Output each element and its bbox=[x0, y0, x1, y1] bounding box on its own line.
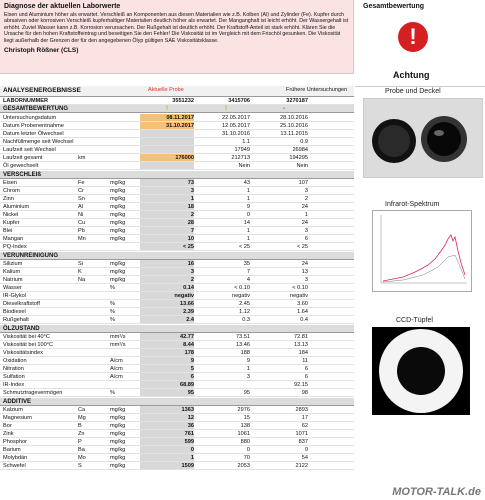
previous-value-2: Nein bbox=[296, 163, 308, 169]
current-value: 2 bbox=[140, 276, 194, 283]
table-row bbox=[0, 365, 354, 373]
current-value: 9 bbox=[140, 357, 194, 364]
table-row bbox=[0, 438, 354, 446]
ccd-spot-image bbox=[372, 327, 470, 415]
current-value: 42.77 bbox=[140, 333, 194, 340]
previous-value-1: 1061 bbox=[237, 431, 250, 437]
current-value: 3 bbox=[140, 187, 194, 194]
current-value: 1 bbox=[140, 454, 194, 461]
previous-value-2: 3.60 bbox=[297, 301, 308, 307]
table-row bbox=[0, 235, 354, 243]
previous-value-2: 0.4 bbox=[300, 317, 308, 323]
previous-value-1: 1 bbox=[246, 188, 250, 194]
previous-value-1: 13.46 bbox=[236, 342, 250, 348]
previous-value-1: 0 bbox=[246, 447, 250, 453]
row-label: Zinn bbox=[3, 196, 14, 202]
row-label: Chrom bbox=[3, 188, 20, 194]
row-symbol: Mn bbox=[78, 236, 86, 242]
previous-value-1: 138 bbox=[240, 423, 250, 429]
row-symbol: Mg bbox=[78, 415, 86, 421]
row-label: Laufzeit gesamt bbox=[3, 155, 43, 161]
row-symbol: Na bbox=[78, 277, 86, 283]
row-unit: mg/kg bbox=[110, 220, 126, 226]
row-label: Viskosität bei 40°C bbox=[3, 334, 50, 340]
previous-value-1: negativ bbox=[231, 293, 250, 299]
section-header: ADDITIVE bbox=[0, 398, 354, 406]
current-value: 2.39 bbox=[140, 308, 194, 315]
previous-value-2: 2122 bbox=[295, 463, 308, 469]
labnr-previous-1: 3415706 bbox=[228, 98, 250, 104]
row-unit: mg/kg bbox=[110, 204, 126, 210]
previous-value-1: 95 bbox=[243, 390, 250, 396]
table-row bbox=[0, 422, 354, 430]
row-label: Laufzeit seit Wechsel bbox=[3, 147, 56, 153]
table-row bbox=[0, 227, 354, 235]
current-value: 6 bbox=[140, 373, 194, 380]
previous-value-1: 43 bbox=[243, 180, 250, 186]
table-row bbox=[0, 260, 354, 268]
labnr-label: LABORNUMMER bbox=[3, 98, 49, 104]
row-symbol: km bbox=[78, 155, 86, 161]
table-row bbox=[0, 430, 354, 438]
current-value: 5 bbox=[140, 365, 194, 372]
table-row bbox=[0, 268, 354, 276]
previous-value-2: 3 bbox=[304, 277, 308, 283]
row-label: Schmutztragevermögen bbox=[3, 390, 63, 396]
current-value: 31.10.2017 bbox=[140, 122, 194, 129]
current-value: 7 bbox=[140, 227, 194, 234]
row-symbol: Pb bbox=[78, 228, 85, 234]
previous-value-2: < 0.10 bbox=[292, 285, 308, 291]
previous-value-2: 13.13 bbox=[294, 342, 308, 348]
row-unit: mm²/s bbox=[110, 342, 126, 348]
current-value: 28 bbox=[140, 219, 194, 226]
row-label: Viskositätsindex bbox=[3, 350, 44, 356]
row-unit: % bbox=[110, 301, 115, 307]
previous-value-2: 24 bbox=[301, 204, 308, 210]
diagnosis-title: Diagnose der aktuellen Laborwerte bbox=[4, 3, 121, 10]
current-value bbox=[140, 146, 194, 153]
row-label: Rußgehalt bbox=[3, 317, 29, 323]
ccd-caption: CCD-Tüpfel bbox=[396, 317, 433, 324]
table-row bbox=[0, 454, 354, 462]
previous-value-2: 24 bbox=[301, 220, 308, 226]
previous-value-1: 212713 bbox=[231, 155, 250, 161]
row-unit: mg/kg bbox=[110, 439, 126, 445]
row-label: Molybdän bbox=[3, 455, 28, 461]
diagnosis-signature: Christoph Rößner (CLS) bbox=[4, 47, 79, 55]
previous-value-2: 6 bbox=[304, 236, 308, 242]
current-value: 13.66 bbox=[140, 300, 194, 307]
current-value: 3 bbox=[140, 268, 194, 275]
row-unit: mg/kg bbox=[110, 188, 126, 194]
table-row bbox=[0, 211, 354, 219]
table-row bbox=[0, 219, 354, 227]
row-unit: mg/kg bbox=[110, 407, 126, 413]
row-label: Barium bbox=[3, 447, 21, 453]
row-label: Eisen bbox=[3, 180, 17, 186]
previous-value-1: 1 bbox=[246, 228, 250, 234]
row-symbol: K bbox=[78, 269, 82, 275]
previous-value-2: 3 bbox=[304, 228, 308, 234]
row-unit: % bbox=[110, 285, 115, 291]
current-value: 73 bbox=[140, 179, 194, 186]
current-value: 95 bbox=[140, 389, 194, 396]
row-unit: A/cm bbox=[110, 366, 123, 372]
table-row bbox=[0, 446, 354, 454]
row-unit: mg/kg bbox=[110, 236, 126, 242]
row-symbol: Si bbox=[78, 261, 83, 267]
spectrum-caption: Infrarot-Spektrum bbox=[385, 201, 440, 208]
row-symbol: Cr bbox=[78, 188, 84, 194]
row-label: Nitration bbox=[3, 366, 24, 372]
gesamtbewertung-title: Gesamtbewertung bbox=[363, 3, 425, 10]
row-label: Blei bbox=[3, 228, 13, 234]
row-symbol: Al bbox=[78, 204, 83, 210]
row-label: Sulfation bbox=[3, 374, 25, 380]
previous-value-2: 72.81 bbox=[294, 334, 308, 340]
row-unit: mg/kg bbox=[110, 228, 126, 234]
row-label: Wasser bbox=[3, 285, 22, 291]
previous-value-1: 1.12 bbox=[239, 309, 250, 315]
row-label: Schwefel bbox=[3, 463, 26, 469]
table-row bbox=[0, 406, 354, 414]
labnr-previous-2: 3270187 bbox=[286, 98, 308, 104]
row-unit: mg/kg bbox=[110, 447, 126, 453]
ir-spectrum bbox=[372, 210, 472, 292]
row-unit: mg/kg bbox=[110, 212, 126, 218]
diagnosis-text: Eisen und Aluminium höher als erwartet. Verschleiß an Komponenten aus diesen Materialien wie z.B. Kolben (Al) und Zylinder (Fe). Kupfer durch abrasiven oder korrosiven Verschleiß kupferhaltiger Materialien deutlich höher als erwartet. Der Manganghalt ist leicht erhöht. Der Wassergehalt ist erhöht. Zuviel Wasser kann z.B. Korrosion verursachen. Der Rußgehalt ist deutlich erhöht. Der Kraftstoff-Anteil ist stark erhöht. Klären Sie die Ursache für den hohen Kraftstoffeintrag und beseitigen Sie den Fehler! Die Viskosität ist im Vergleich mit dem Frischöl gesunken. Die Viskosität liegt außerhalb der Grenzen der für den angegebenen Ölyp gültigen SAE Viskositätsklasse. bbox=[4, 12, 349, 44]
previous-value-2: 194295 bbox=[289, 155, 308, 161]
table-row bbox=[0, 341, 354, 349]
previous-value-2: 1.64 bbox=[297, 309, 308, 315]
row-label: Kupfer bbox=[3, 220, 20, 226]
previous-value-2: 107 bbox=[298, 180, 308, 186]
table-row bbox=[0, 284, 354, 292]
previous-value-2: 0.9 bbox=[300, 139, 308, 145]
row-unit: mg/kg bbox=[110, 423, 126, 429]
row-label: Aluminium bbox=[3, 204, 30, 210]
previous-value-2: 26984 bbox=[292, 147, 308, 153]
row-label: Natrium bbox=[3, 277, 23, 283]
previous-value-2: 28.10.2016 bbox=[280, 115, 308, 121]
row-symbol: Cu bbox=[78, 220, 86, 226]
row-label: Viskosität bei 100°C bbox=[3, 342, 54, 348]
previous-value-1: Nein bbox=[238, 163, 250, 169]
previous-value-1: 2.45 bbox=[239, 301, 250, 307]
current-value: 08.11.2017 bbox=[140, 114, 194, 121]
row-unit: mg/kg bbox=[110, 455, 126, 461]
previous-value-1: 12.05.2017 bbox=[222, 123, 250, 129]
previous-value-1: 4 bbox=[246, 277, 250, 283]
row-unit: % bbox=[110, 390, 115, 396]
previous-value-1: 1.1 bbox=[242, 139, 250, 145]
row-symbol: P bbox=[78, 439, 82, 445]
previous-value-1: 15 bbox=[243, 415, 250, 421]
current-value: 12 bbox=[140, 414, 194, 421]
current-value bbox=[140, 130, 194, 137]
previous-value-2: 6 bbox=[304, 366, 308, 372]
table-row bbox=[0, 122, 354, 130]
row-label: Datum Probenentnahme bbox=[3, 123, 64, 129]
current-value: 761 bbox=[140, 430, 194, 437]
previous-value-1: 9 bbox=[246, 358, 250, 364]
row-unit: mg/kg bbox=[110, 431, 126, 437]
current-value: 2 bbox=[140, 211, 194, 218]
row-label: Silizium bbox=[3, 261, 23, 267]
table-row bbox=[0, 114, 354, 122]
previous-value-2: < 25 bbox=[296, 244, 308, 250]
previous-value-1: < 25 bbox=[238, 244, 250, 250]
diagnosis-box bbox=[0, 0, 354, 74]
previous-value-1: 17949 bbox=[234, 147, 250, 153]
row-symbol: Sn bbox=[78, 196, 85, 202]
previous-value-2: 24 bbox=[301, 261, 308, 267]
table-row bbox=[0, 381, 354, 389]
section-header: ÖLZUSTAND bbox=[0, 325, 354, 333]
current-value: < 25 bbox=[140, 243, 194, 250]
row-label: Mangan bbox=[3, 236, 24, 242]
row-unit: mm²/s bbox=[110, 334, 126, 340]
row-label: Dieselkraftstoff bbox=[3, 301, 40, 307]
current-value: 0 bbox=[140, 446, 194, 453]
row-unit: mg/kg bbox=[110, 463, 126, 469]
row-symbol: Mo bbox=[78, 455, 86, 461]
table-row bbox=[0, 316, 354, 324]
previous-value-2: 0 bbox=[304, 447, 308, 453]
row-label: Nachfüllmenge seit Wechsel bbox=[3, 139, 74, 145]
table-row bbox=[0, 154, 354, 162]
gesamt-mark: - bbox=[283, 106, 285, 112]
previous-value-1: 73.51 bbox=[236, 334, 250, 340]
previous-value-2: 3 bbox=[304, 188, 308, 194]
previous-value-2: 2 bbox=[304, 196, 308, 202]
previous-value-2: 6 bbox=[304, 374, 308, 380]
analysis-title: ANALYSENERGEBNISSE bbox=[3, 87, 81, 94]
analysis-header bbox=[0, 86, 354, 97]
previous-value-1: 2976 bbox=[237, 407, 250, 413]
row-symbol: B bbox=[78, 423, 82, 429]
table-row bbox=[0, 357, 354, 365]
row-label: Bor bbox=[3, 423, 12, 429]
previous-value-1: 9 bbox=[246, 204, 250, 210]
row-label: Magnesium bbox=[3, 415, 32, 421]
previous-value-1: 3 bbox=[246, 374, 250, 380]
current-value: 0.14 bbox=[140, 284, 194, 291]
table-row bbox=[0, 179, 354, 187]
previous-value-1: 1 bbox=[246, 196, 250, 202]
photo-caption: Probe und Deckel bbox=[385, 88, 441, 95]
previous-value-2: 13 bbox=[301, 269, 308, 275]
table-row bbox=[0, 333, 354, 341]
previous-value-1: 0 bbox=[246, 212, 250, 218]
previous-value-2: 13.11.2015 bbox=[280, 131, 308, 137]
previous-value-2: 25.10.2016 bbox=[280, 123, 308, 129]
row-label: Datum letzter Ölwechsel bbox=[3, 131, 64, 137]
previous-value-1: 22.05.2017 bbox=[222, 115, 250, 121]
row-symbol: Ba bbox=[78, 447, 85, 453]
row-unit: A/cm bbox=[110, 358, 123, 364]
row-label: Kalzium bbox=[3, 407, 23, 413]
row-symbol: Zn bbox=[78, 431, 85, 437]
row-symbol: S bbox=[78, 463, 82, 469]
previous-value-1: 1 bbox=[246, 236, 250, 242]
current-value: 16 bbox=[140, 260, 194, 267]
table-row bbox=[0, 203, 354, 211]
table-row bbox=[0, 195, 354, 203]
row-unit: mg/kg bbox=[110, 196, 126, 202]
table-row bbox=[0, 138, 354, 146]
labnr-row bbox=[0, 97, 354, 105]
watermark: MOTOR-TALK.de bbox=[392, 486, 481, 498]
table-row bbox=[0, 373, 354, 381]
row-label: IR-Index bbox=[3, 382, 25, 388]
previous-value-2: 11 bbox=[302, 358, 308, 364]
row-symbol: Ca bbox=[78, 407, 86, 413]
previous-value-2: 1 bbox=[304, 212, 308, 218]
previous-value-1: 7 bbox=[246, 269, 250, 275]
current-value: 176000 bbox=[140, 154, 194, 161]
current-value: 2.4 bbox=[140, 316, 194, 323]
row-label: PQ-Index bbox=[3, 244, 27, 250]
previous-samples-label: Frühere Untersuchungen bbox=[286, 87, 348, 93]
section-header: VERSCHLEIß bbox=[0, 171, 354, 179]
table-row bbox=[0, 389, 354, 397]
previous-value-1: 35 bbox=[243, 261, 250, 267]
previous-value-1: 2053 bbox=[237, 463, 250, 469]
table-row bbox=[0, 162, 354, 170]
row-symbol: Ni bbox=[78, 212, 84, 218]
row-label: Zink bbox=[3, 431, 14, 437]
gesamt-status: Achtung bbox=[393, 70, 430, 80]
previous-value-2: 1071 bbox=[295, 431, 308, 437]
gesamt-mark: ! bbox=[225, 106, 227, 112]
table-row bbox=[0, 300, 354, 308]
previous-value-1: 188 bbox=[240, 350, 250, 356]
previous-value-1: 31.10.2016 bbox=[222, 131, 250, 137]
previous-value-1: 14 bbox=[243, 220, 250, 226]
current-value: 599 bbox=[140, 438, 194, 445]
row-unit: % bbox=[110, 309, 115, 315]
gesamt-row: GESAMTBEWERTUNG ! ! - bbox=[0, 105, 354, 113]
previous-value-1: 880 bbox=[240, 439, 250, 445]
current-value: 10 bbox=[140, 235, 194, 242]
current-value: 8.44 bbox=[140, 341, 194, 348]
table-row bbox=[0, 276, 354, 284]
current-value: 1509 bbox=[140, 462, 194, 469]
current-value: 18 bbox=[140, 203, 194, 210]
current-value: 178 bbox=[140, 349, 194, 356]
labnr-current: 3551232 bbox=[172, 98, 194, 104]
previous-value-1: 70 bbox=[243, 455, 250, 461]
row-unit: A/cm bbox=[110, 374, 123, 380]
row-label: Biodiesel bbox=[3, 309, 26, 315]
row-unit: mg/kg bbox=[110, 261, 126, 267]
table-row bbox=[0, 187, 354, 195]
current-value: negativ bbox=[140, 292, 194, 299]
table-row bbox=[0, 146, 354, 154]
previous-value-1: < 0.10 bbox=[234, 285, 250, 291]
previous-value-2: 837 bbox=[298, 439, 308, 445]
table-row bbox=[0, 243, 354, 251]
table-row bbox=[0, 462, 354, 470]
table-row bbox=[0, 130, 354, 138]
row-unit: % bbox=[110, 317, 115, 323]
warning-icon: ! bbox=[398, 22, 428, 52]
previous-value-1: 0.3 bbox=[242, 317, 250, 323]
current-value bbox=[140, 162, 194, 169]
table-row bbox=[0, 349, 354, 357]
row-label: Nickel bbox=[3, 212, 19, 218]
current-sample-label: Aktuelle Probe bbox=[148, 87, 184, 93]
gesamt-mark: ! bbox=[166, 106, 168, 112]
previous-value-2: 98 bbox=[301, 390, 308, 396]
table-row bbox=[0, 292, 354, 300]
row-unit: mg/kg bbox=[110, 269, 126, 275]
previous-value-2: 2893 bbox=[295, 407, 308, 413]
previous-value-2: 184 bbox=[298, 350, 308, 356]
section-header: VERUNREINIGUNG bbox=[0, 252, 354, 260]
row-label: Untersuchungsdatum bbox=[3, 115, 57, 121]
row-label: Öl gewechselt bbox=[3, 163, 39, 169]
row-symbol: Fe bbox=[78, 180, 85, 186]
current-value: 1363 bbox=[140, 406, 194, 413]
current-value: 68.89 bbox=[140, 381, 194, 388]
row-label: Phosphor bbox=[3, 439, 27, 445]
current-value bbox=[140, 138, 194, 145]
previous-value-2: 92.15 bbox=[294, 382, 308, 388]
previous-value-2: negativ bbox=[289, 293, 308, 299]
current-value: 1 bbox=[140, 195, 194, 202]
row-label: IR-Glykol bbox=[3, 293, 26, 299]
current-value: 36 bbox=[140, 422, 194, 429]
table-row bbox=[0, 414, 354, 422]
row-unit: mg/kg bbox=[110, 277, 126, 283]
previous-value-1: 1 bbox=[246, 366, 250, 372]
row-unit: mg/kg bbox=[110, 180, 126, 186]
previous-value-2: 17 bbox=[301, 415, 308, 421]
sample-photo bbox=[363, 98, 483, 178]
row-unit: mg/kg bbox=[110, 415, 126, 421]
table-row bbox=[0, 308, 354, 316]
row-label: Oxidation bbox=[3, 358, 27, 364]
row-label: Kalium bbox=[3, 269, 21, 275]
previous-value-2: 54 bbox=[301, 455, 308, 461]
previous-value-2: 62 bbox=[301, 423, 308, 429]
